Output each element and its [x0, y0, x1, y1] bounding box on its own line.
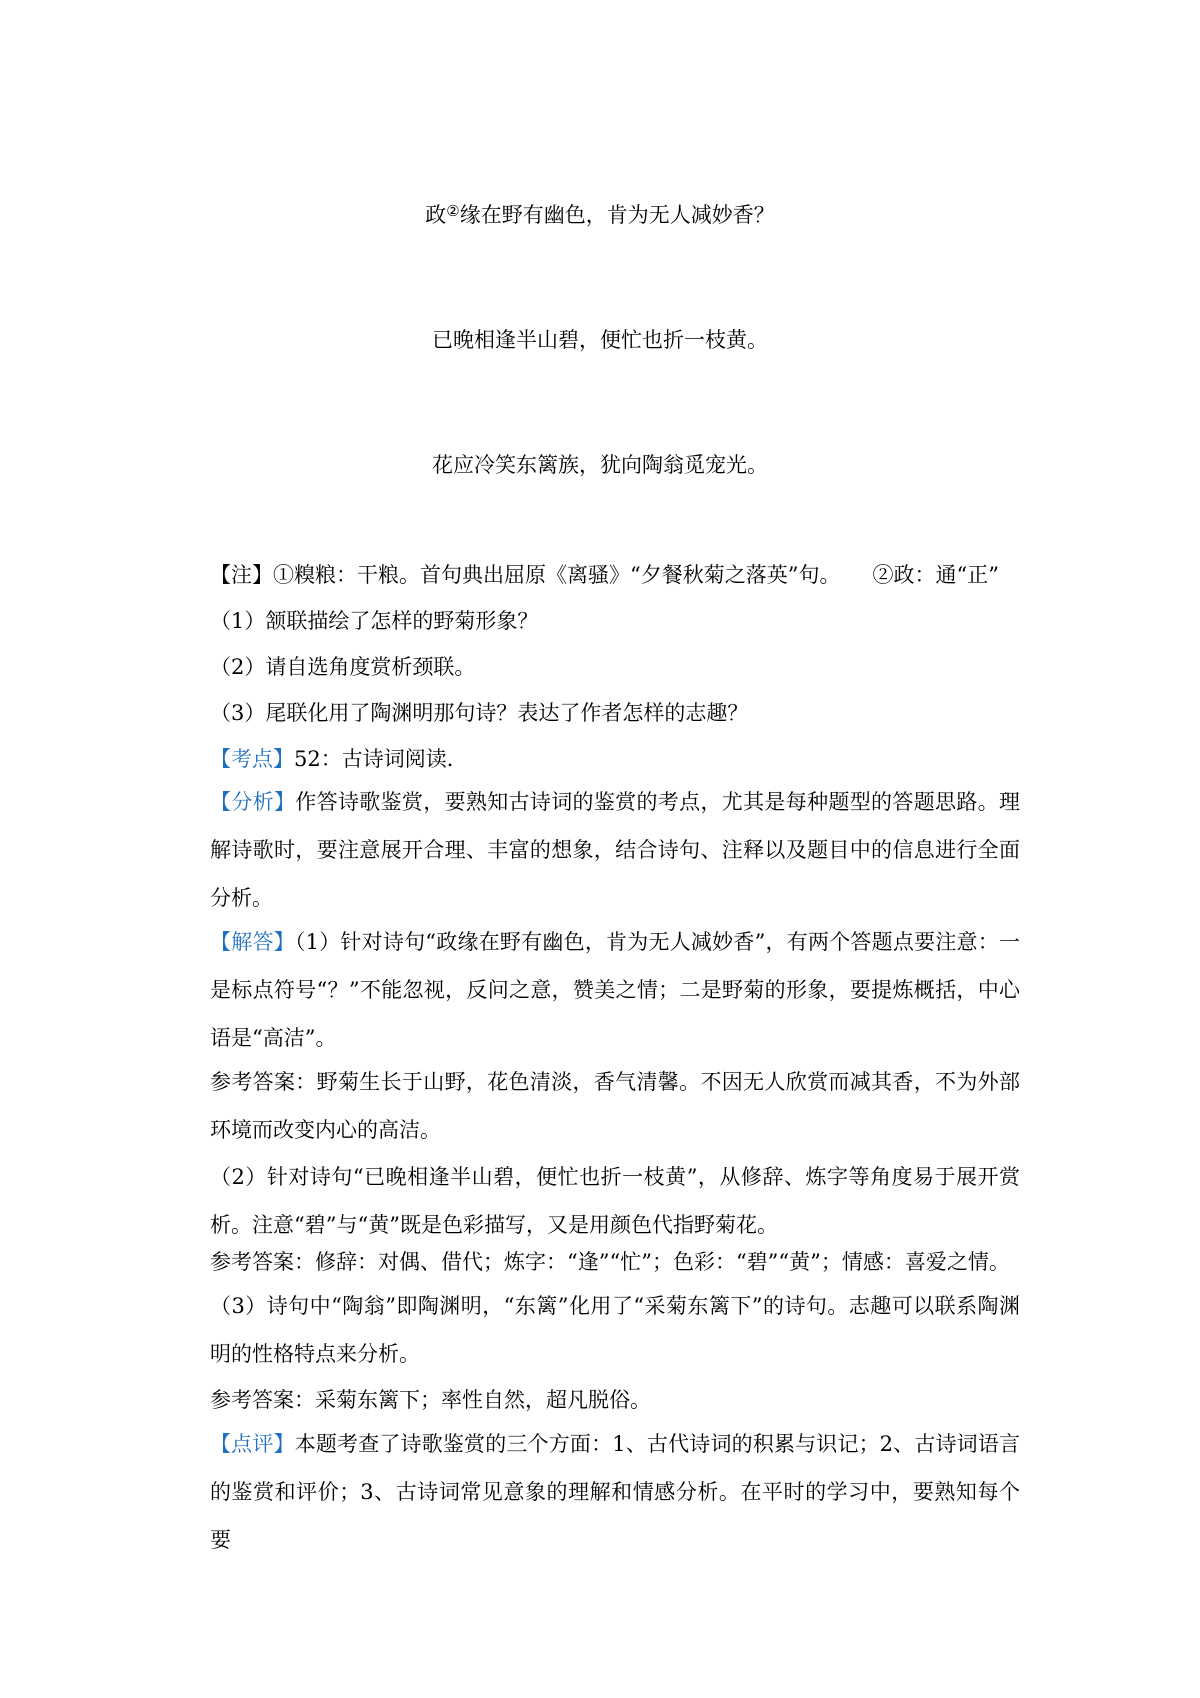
poem-line-1-start: 政 [425, 203, 447, 227]
note-text-2: ②政：通“正” [872, 563, 999, 587]
fenxi-text: 作答诗歌鉴赏，要熟知古诗词的鉴赏的考点，尤其是每种题型的答题思路。理解诗歌时，要注意展开合理、丰富的想象，结合诗句、注释以及题目中的信息进行全面分析。 [210, 790, 1020, 910]
note-mark-2: ② [446, 202, 460, 220]
poem-line-1-rest: 缘在野有幽色，肯为无人减妙香？ [459, 203, 775, 227]
question-3: （3）尾联化用了陶渊明那句诗？表达了作者怎样的志趣？ [210, 701, 749, 725]
fenxi-tag: 【分析】 [210, 790, 296, 814]
jieda-reference-2: 参考答案：修辞：对偶、借代；炼字：“逢”“忙”；色彩：“碧”“黄”；情感：喜爱之情。 [210, 1250, 1010, 1274]
question-1: （1）颔联描绘了怎样的野菊形象？ [210, 609, 539, 633]
fenxi-section [210, 778, 1020, 922]
note-line [210, 560, 1020, 590]
dianping-text: 本题考查了诗歌鉴赏的三个方面：1、古代诗词的积累与识记；2、古诗词语言的鉴赏和评价；3、古诗词常见意象的理解和情感分析。在平时的学习中，要熟知每个要 [210, 1432, 1021, 1552]
poem-line-2: 已晚相逢半山碧，便忙也折一枝黄。 [432, 328, 768, 352]
jieda-section [210, 918, 1020, 1062]
poem-line-3: 花应冷笑东篱族，犹向陶翁觅宠光。 [432, 453, 768, 477]
jieda-tag: 【解答】 [210, 930, 295, 954]
dianping-tag: 【点评】 [210, 1432, 295, 1456]
poem-line-1 [0, 200, 1200, 232]
jieda-reference-3: 参考答案：采菊东篱下；率性自然，超凡脱俗。 [210, 1388, 651, 1412]
kaodian-text: 52：古诗词阅读． [294, 747, 468, 771]
kaodian-tag: 【考点】 [210, 747, 294, 771]
dianping-section [210, 1420, 1020, 1564]
jieda-answer-2: （2）针对诗句“已晚相逢半山碧，便忙也折一枝黄”，从修辞、炼字等角度易于展开赏析。注意“碧”与“黄”既是色彩描写，又是用颜色代指野菊花。 [210, 1165, 1020, 1237]
question-2: （2）请自选角度赏析颈联。 [210, 655, 476, 679]
kaodian-section [210, 744, 1020, 774]
note-text-1: 【注】①糗粮：干粮。首句典出屈原《离骚》“夕餐秋菊之落英”句。 [210, 563, 841, 587]
jieda-answer-1: （1）针对诗句“政缘在野有幽色，肯为无人减妙香”，有两个答题点要注意：一是标点符号“？”不能忽视，反问之意，赞美之情；二是野菊的形象，要提炼概括，中心语是“高洁”。 [210, 930, 1020, 1050]
jieda-answer-3: （3）诗句中“陶翁”即陶渊明，“东篱”化用了“采菊东篱下”的诗句。志趣可以联系陶渊明的性格特点来分析。 [210, 1294, 1020, 1366]
jieda-reference-1: 参考答案：野菊生长于山野，花色清淡，香气清馨。不因无人欣赏而减其香，不为外部环境而改变内心的高洁。 [210, 1070, 1020, 1142]
